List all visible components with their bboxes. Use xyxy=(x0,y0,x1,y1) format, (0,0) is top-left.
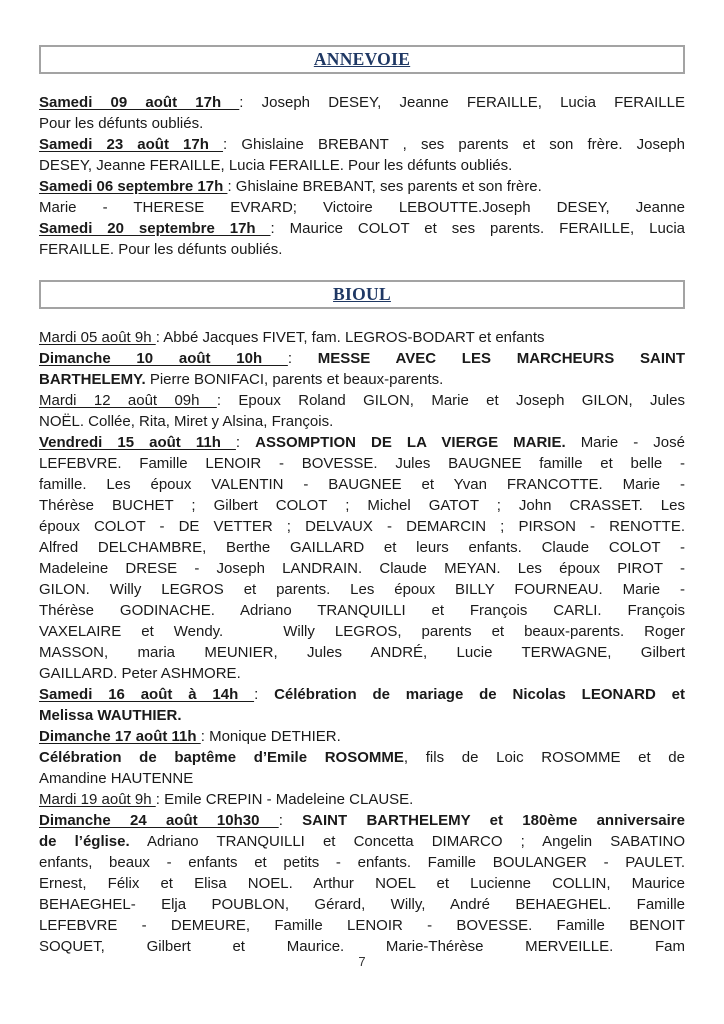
text-run: : xyxy=(254,686,275,703)
text-run: BEHAEGHEL- Elja POUBLON, Gérard, Willy, André BEHAEGHEL. Famille xyxy=(39,896,685,913)
text-run: Célébration de baptême d’Emile ROSOMME xyxy=(39,749,404,766)
page-number: 7 xyxy=(358,954,366,969)
text-line xyxy=(39,663,685,684)
text-run: Dimanche 17 août 11h xyxy=(39,728,201,745)
text-line xyxy=(39,474,685,495)
text-run: : Maurice COLOT et ses parents. FERAILLE, Lucia xyxy=(270,220,685,237)
text-run: GAILLARD. Peter ASHMORE. xyxy=(39,665,241,682)
text-line xyxy=(39,747,685,768)
text-line xyxy=(39,218,685,239)
text-run: Adriano TRANQUILLI et Concetta DIMARCO ; Angelin SABATINO xyxy=(129,833,686,850)
text-line xyxy=(39,369,685,390)
text-run: Melissa WAUTHIER. xyxy=(39,707,182,724)
text-line xyxy=(39,915,685,936)
section-title: ANNEVOIE xyxy=(313,49,411,69)
text-run: Dimanche 10 août 10h xyxy=(39,350,288,367)
text-run: VAXELAIRE et Wendy. Willy LEGROS, parents et beaux-parents. Roger xyxy=(39,623,685,640)
text-run: : Joseph DESEY, Jeanne FERAILLE, Lucia FERAILLE xyxy=(239,94,685,111)
text-run: Samedi 16 août à 14h xyxy=(39,686,255,703)
text-line xyxy=(39,134,685,155)
text-line xyxy=(39,197,685,218)
text-run: , fils de Loic ROSOMME et de xyxy=(403,749,685,766)
text-run: BARTHELEMY. xyxy=(39,371,146,388)
text-run: Samedi 20 septembre 17h xyxy=(39,220,271,237)
text-run: : Ghislaine BREBANT , ses parents et son frère. Joseph xyxy=(223,136,685,153)
text-run: Amandine HAUTENNE xyxy=(39,770,194,787)
section-header-bioul xyxy=(39,280,685,309)
section-header-annevoie xyxy=(39,45,685,74)
text-run: MASSON, maria MEUNIER, Jules ANDRÉ, Lucie TERWAGNE, Gilbert xyxy=(39,644,685,661)
text-run: Pour les défunts oubliés. xyxy=(39,115,204,132)
text-line xyxy=(39,327,685,348)
text-run: époux COLOT - DE VETTER ; DELVAUX - DEMARCIN ; PIRSON - RENOTTE. xyxy=(39,518,685,535)
text-line xyxy=(39,348,685,369)
text-line xyxy=(39,176,685,197)
text-run: enfants, beaux - enfants et petits - enfants. Famille BOULANGER - PAULET. xyxy=(39,854,685,871)
text-run: Ernest, Félix et Elisa NOEL. Arthur NOEL et Lucienne COLLIN, Maurice xyxy=(39,875,685,892)
text-line xyxy=(39,516,685,537)
text-run: Dimanche 24 août 10h30 xyxy=(39,812,279,829)
text-run: Madeleine DRESE - Joseph LANDRAIN. Claude MEYAN. Les époux PIROT - xyxy=(39,560,685,577)
text-line xyxy=(39,239,685,260)
text-line xyxy=(39,726,685,747)
text-run: Mardi 12 août 09h xyxy=(39,392,217,409)
section-lines xyxy=(39,327,685,957)
text-run: Marie - THERESE EVRARD; Victoire LEBOUTTE.Joseph DESEY, Jeanne xyxy=(39,199,685,216)
text-line xyxy=(39,113,685,134)
text-run: : Emile CREPIN - Madeleine CLAUSE. xyxy=(155,791,414,808)
text-run: DESEY, Jeanne FERAILLE, Lucia FERAILLE. Pour les défunts oubliés. xyxy=(39,157,513,174)
text-run: Mardi 05 août 9h xyxy=(39,329,156,346)
text-run: : Epoux Roland GILON, Marie et Joseph GILON, Jules xyxy=(216,392,685,409)
text-line xyxy=(39,495,685,516)
text-line xyxy=(39,789,685,810)
text-line xyxy=(39,537,685,558)
text-run: Mardi 19 août 9h xyxy=(39,791,156,808)
text-line xyxy=(39,579,685,600)
text-run: NOËL. Collée, Rita, Miret y Alsina, François. xyxy=(39,413,334,430)
text-run: de l’église. xyxy=(39,833,130,850)
text-line xyxy=(39,768,685,789)
text-run: Samedi 09 août 17h xyxy=(39,94,240,111)
text-run: famille. Les époux VALENTIN - BAUGNEE et Yvan FRANCOTTE. Marie - xyxy=(39,476,685,493)
text-run: : xyxy=(287,350,318,367)
text-line xyxy=(39,155,685,176)
text-run: : Ghislaine BREBANT, ses parents et son frère. xyxy=(227,178,542,195)
text-run: ASSOMPTION DE LA VIERGE MARIE. xyxy=(255,434,566,451)
text-run: Pierre BONIFACI, parents et beaux-parents. xyxy=(145,371,444,388)
text-line xyxy=(39,831,685,852)
text-line xyxy=(39,453,685,474)
text-line xyxy=(39,411,685,432)
text-run: Vendredi 15 août 11h xyxy=(39,434,236,451)
section-title: BIOUL xyxy=(333,284,391,304)
text-run: MESSE AVEC LES MARCHEURS SAINT xyxy=(317,350,685,367)
text-run: GILON. Willy LEGROS et parents. Les époux BILLY FOURNEAU. Marie - xyxy=(39,581,685,598)
text-run: Alfred DELCHAMBRE, Berthe GAILLARD et leurs enfants. Claude COLOT - xyxy=(39,539,685,556)
text-run: : xyxy=(278,812,303,829)
text-line xyxy=(39,852,685,873)
section-lines xyxy=(39,92,685,260)
text-line xyxy=(39,705,685,726)
text-line xyxy=(39,432,685,453)
document-body xyxy=(39,45,685,977)
text-line xyxy=(39,390,685,411)
text-run: FERAILLE. Pour les défunts oubliés. xyxy=(39,241,283,258)
text-run: Samedi 23 août 17h xyxy=(39,136,224,153)
text-run: LEFEBVRE - DEMEURE, Famille LENOIR - BOVESSE. Famille BENOIT xyxy=(39,917,685,934)
text-run: : Abbé Jacques FIVET, fam. LEGROS-BODART et enfants xyxy=(155,329,545,346)
text-line xyxy=(39,558,685,579)
text-run: SOQUET, Gilbert et Maurice. Marie-Thérèse MERVEILLE. Fam xyxy=(39,938,685,955)
text-run: SAINT BARTHELEMY et 180ème anniversaire xyxy=(302,812,685,829)
text-run: Samedi 06 septembre 17h xyxy=(39,178,228,195)
text-line xyxy=(39,642,685,663)
text-line xyxy=(39,873,685,894)
text-line xyxy=(39,621,685,642)
text-run: : xyxy=(235,434,256,451)
text-line xyxy=(39,92,685,113)
text-run: : Monique DETHIER. xyxy=(200,728,341,745)
text-run: Célébration de mariage de Nicolas LEONARD et xyxy=(274,686,686,703)
text-line xyxy=(39,600,685,621)
text-run: Marie - José xyxy=(565,434,685,451)
text-line xyxy=(39,684,685,705)
text-line xyxy=(39,894,685,915)
text-line xyxy=(39,810,685,831)
text-run: Thérèse BUCHET ; Gilbert COLOT ; Michel GATOT ; John CRASSET. Les xyxy=(39,497,685,514)
text-run: LEFEBVRE. Famille LENOIR - BOVESSE. Jules BAUGNEE famille et belle - xyxy=(39,455,685,472)
text-run: Thérèse GODINACHE. Adriano TRANQUILLI et François CARLI. François xyxy=(39,602,685,619)
